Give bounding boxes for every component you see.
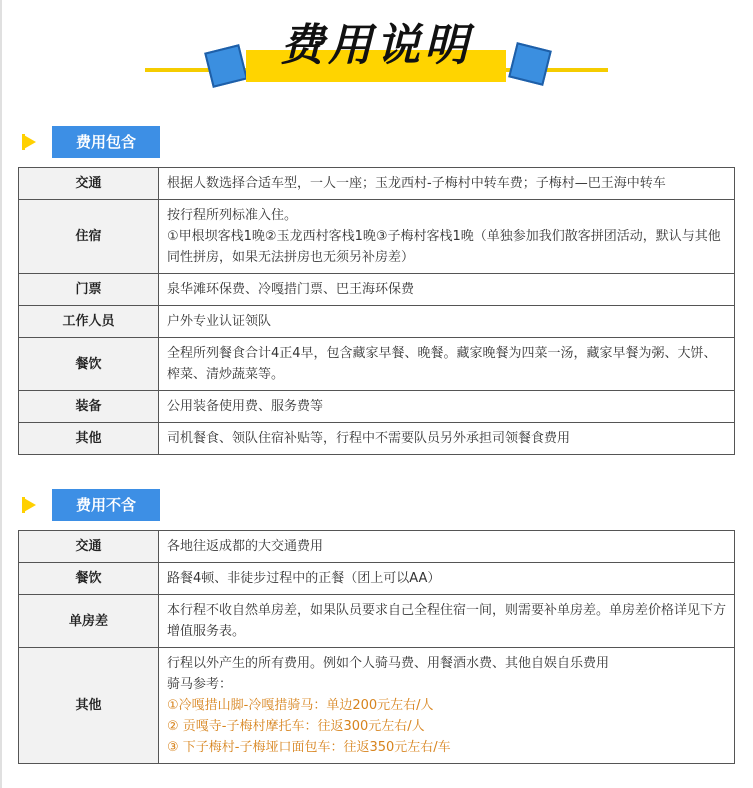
excluded-table [18, 530, 735, 764]
row-key: 门票 [19, 274, 159, 306]
triangle-arrow-icon [22, 497, 36, 513]
table-row [19, 563, 735, 595]
left-border [0, 0, 2, 788]
row-value [159, 648, 735, 764]
row-line: 根据人数选择合适车型，一人一座；玉龙西村-子梅村中转车费；子梅村—巴王海中转车 [167, 176, 666, 191]
row-value [159, 338, 735, 391]
row-key: 交通 [19, 168, 159, 200]
page-title: 费用说明 [280, 20, 472, 71]
row-value [159, 423, 735, 455]
row-key: 住宿 [19, 200, 159, 274]
triangle-arrow-icon [22, 134, 36, 150]
motorbike-note: ② 贡嘎寺-子梅村摩托车：往返300元左右/人 [167, 719, 425, 734]
row-key: 其他 [19, 423, 159, 455]
table-row [19, 200, 735, 274]
row-key: 其他 [19, 648, 159, 764]
title-banner [0, 0, 753, 110]
table-row [19, 648, 735, 764]
row-line: 路餐4顿、非徒步过程中的正餐（团上可以AA） [167, 571, 441, 586]
row-key: 餐饮 [19, 563, 159, 595]
row-value [159, 274, 735, 306]
row-value [159, 563, 735, 595]
row-line: ①甲根坝客栈1晚②玉龙西村客栈1晚③子梅村客栈1晚（单独参加我们散客拼团活动，默认与其他同性拼房，如果无法拼房也无须另补房差） [167, 229, 721, 265]
banner-right-square [508, 42, 552, 86]
table-row [19, 423, 735, 455]
section-heading-excluded [22, 489, 222, 521]
row-key: 单房差 [19, 595, 159, 648]
section-label: 费用包含 [52, 126, 160, 158]
row-value [159, 200, 735, 274]
section-label: 费用不含 [52, 489, 160, 521]
row-value [159, 595, 735, 648]
section-heading-included [22, 126, 222, 158]
row-line: 行程以外产生的所有费用。例如个人骑马费、用餐酒水费、其他自娱自乐费用 [167, 656, 610, 671]
row-line: 本行程不收自然单房差，如果队员要求自己全程住宿一间，则需要补单房差。单房差价格详见下方增值服务表。 [167, 603, 727, 639]
row-key: 工作人员 [19, 306, 159, 338]
table-row [19, 338, 735, 391]
table-row [19, 531, 735, 563]
table-row [19, 595, 735, 648]
row-value [159, 306, 735, 338]
row-line: 公用装备使用费、服务费等 [167, 399, 324, 414]
row-line: 户外专业认证领队 [167, 314, 272, 329]
included-table [18, 167, 735, 455]
row-line: 司机餐食、领队住宿补贴等，行程中不需要队员另外承担司领餐食费用 [167, 431, 571, 446]
row-key: 餐饮 [19, 338, 159, 391]
row-value [159, 391, 735, 423]
table-row [19, 168, 735, 200]
horse-ride-note: ①冷嘎措山脚-冷嘎措骑马：单边200元左右/人 [167, 698, 434, 713]
row-line: 泉华滩环保费、冷嘎措门票、巴王海环保费 [167, 282, 415, 297]
row-line: 各地往返成都的大交通费用 [167, 539, 324, 554]
table-row [19, 306, 735, 338]
row-value [159, 531, 735, 563]
row-line: 按行程所列标准入住。 [167, 208, 298, 223]
row-key: 交通 [19, 531, 159, 563]
row-line: 全程所列餐食合计4正4早，包含藏家早餐、晚餐。藏家晚餐为四菜一汤，藏家早餐为粥、大饼、榨菜、清炒蔬菜等。 [167, 346, 717, 382]
van-note: ③ 下子梅村-子梅垭口面包车：往返350元左右/车 [167, 740, 451, 755]
table-row [19, 274, 735, 306]
table-row [19, 391, 735, 423]
row-key: 装备 [19, 391, 159, 423]
row-value [159, 168, 735, 200]
row-line: 骑马参考： [167, 677, 233, 692]
